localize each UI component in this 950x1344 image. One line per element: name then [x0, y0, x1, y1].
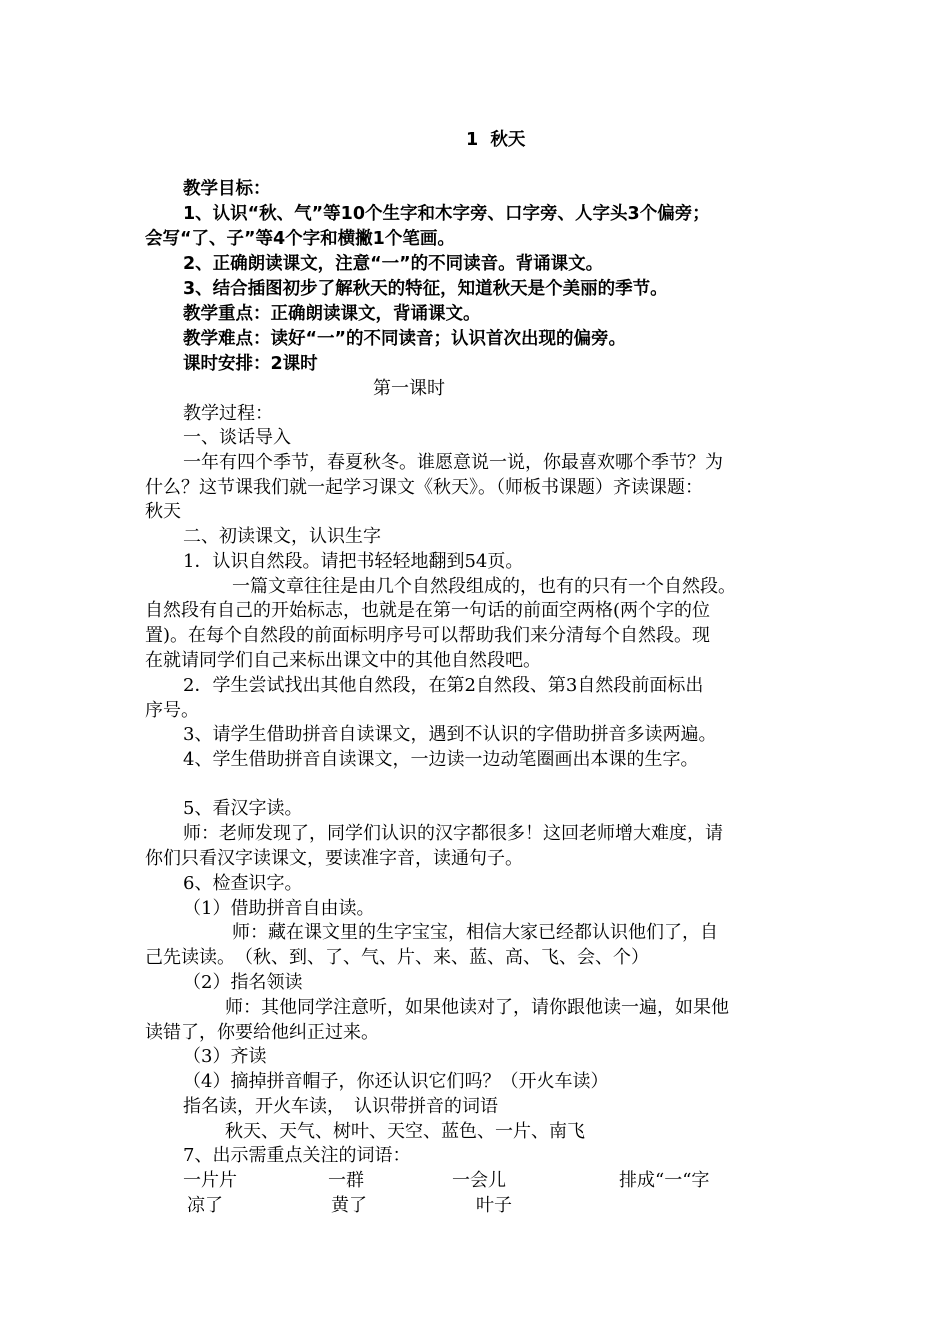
paragraph-line: 一篇文章往往是由几个自然段组成的，也有的只有一个自然段。 — [232, 576, 736, 597]
paragraph-line: 师：藏在课文里的生字宝宝，相信大家已经都认识他们了，自 — [232, 922, 718, 943]
paragraph-line: 5、看汉字读。 — [183, 798, 303, 819]
teaching-focus: 教学重点：正确朗读课文，背诵课文。 — [183, 304, 481, 324]
word-list: 秋天、天气、树叶、天空、蓝色、一片、南飞 — [225, 1121, 585, 1142]
section-2-heading: 二、初读课文，认识生字 — [183, 526, 381, 547]
class-schedule: 课时安排：2课时 — [183, 354, 318, 374]
paragraph-line: （2）指名领读 — [183, 972, 303, 993]
key-word: 一片片 — [183, 1170, 237, 1191]
paragraph-line: 置)。在每个自然段的前面标明序号可以帮助我们来分清每个自然段。现 — [145, 625, 711, 646]
paragraph-line: 师：其他同学注意听，如果他读对了，请你跟他读一遍，如果他 — [225, 997, 729, 1018]
paragraph-line: 7、出示需重点关注的词语： — [183, 1145, 411, 1166]
paragraph-line: 你们只看汉字读课文，要读准字音，读通句子。 — [145, 848, 523, 869]
paragraph-line: （4）摘掉拼音帽子，你还认识它们吗？（开火车读） — [183, 1071, 609, 1092]
objectives-heading: 教学目标： — [183, 179, 271, 199]
paragraph-line: 1．认识自然段。请把书轻轻地翻到54页。 — [183, 551, 524, 572]
lesson-title: 1 秋天 — [466, 130, 526, 150]
paragraph-line: 一年有四个季节，春夏秋冬。谁愿意说一说，你最喜欢哪个季节？为 — [183, 452, 723, 473]
paragraph-line: 3、请学生借助拼音自读课文，遇到不认识的字借助拼音多读两遍。 — [183, 724, 717, 745]
key-word: 一会儿 — [452, 1170, 506, 1191]
key-word: 黄了 — [331, 1195, 367, 1216]
paragraph-line: 自然段有自己的开始标志，也就是在第一句话的前面空两格(两个字的位 — [145, 600, 711, 621]
paragraph-line: （3）齐读 — [183, 1046, 267, 1067]
paragraph-line: 师：老师发现了，同学们认识的汉字都很多！这回老师增大难度，请 — [183, 823, 723, 844]
paragraph-line: 秋天 — [145, 501, 181, 522]
paragraph-line: 指名读，开火车读， 认识带拼音的词语 — [183, 1096, 498, 1117]
paragraph-line: 序号。 — [145, 700, 199, 721]
process-heading: 教学过程： — [183, 403, 273, 424]
key-word: 叶子 — [476, 1195, 512, 1216]
paragraph-line: 6、检查识字。 — [183, 873, 303, 894]
paragraph-line: 什么？这节课我们就一起学习课文《秋天》。（师板书课题）齐读课题： — [145, 477, 703, 498]
paragraph-line: 在就请同学们自己来标出课文中的其他自然段吧。 — [145, 650, 541, 671]
objective-1-line-1: 1、认识“秋、气”等10个生字和木字旁、口字旁、人字头3个偏旁； — [183, 204, 710, 224]
teaching-difficulty: 教学难点：读好“一”的不同读音；认识首次出现的偏旁。 — [183, 329, 627, 349]
key-word: 凉了 — [187, 1195, 223, 1216]
paragraph-line: 2．学生尝试找出其他自然段，在第2自然段、第3自然段前面标出 — [183, 675, 704, 696]
paragraph-line: （1）借助拼音自由读。 — [183, 898, 375, 919]
paragraph-line: 读错了，你要给他纠正过来。 — [145, 1022, 379, 1043]
key-word: 排成“一“字 — [619, 1170, 710, 1191]
paragraph-line: 4、学生借助拼音自读课文，一边读一边动笔圈画出本课的生字。 — [183, 749, 699, 770]
objective-1-line-2: 会写“了、子”等4个字和横撇1个笔画。 — [145, 229, 455, 249]
section-1-heading: 一、谈话导入 — [183, 427, 291, 448]
paragraph-line: 己先读读。 （秋、到、了、气、片、来、蓝、高、飞、会、个） — [145, 947, 649, 968]
objective-3: 3、结合插图初步了解秋天的特征，知道秋天是个美丽的季节。 — [183, 279, 668, 299]
period-heading: 第一课时 — [373, 378, 445, 399]
objective-2: 2、正确朗读课文，注意“一”的不同读音。背诵课文。 — [183, 254, 604, 274]
key-word: 一群 — [328, 1170, 364, 1191]
